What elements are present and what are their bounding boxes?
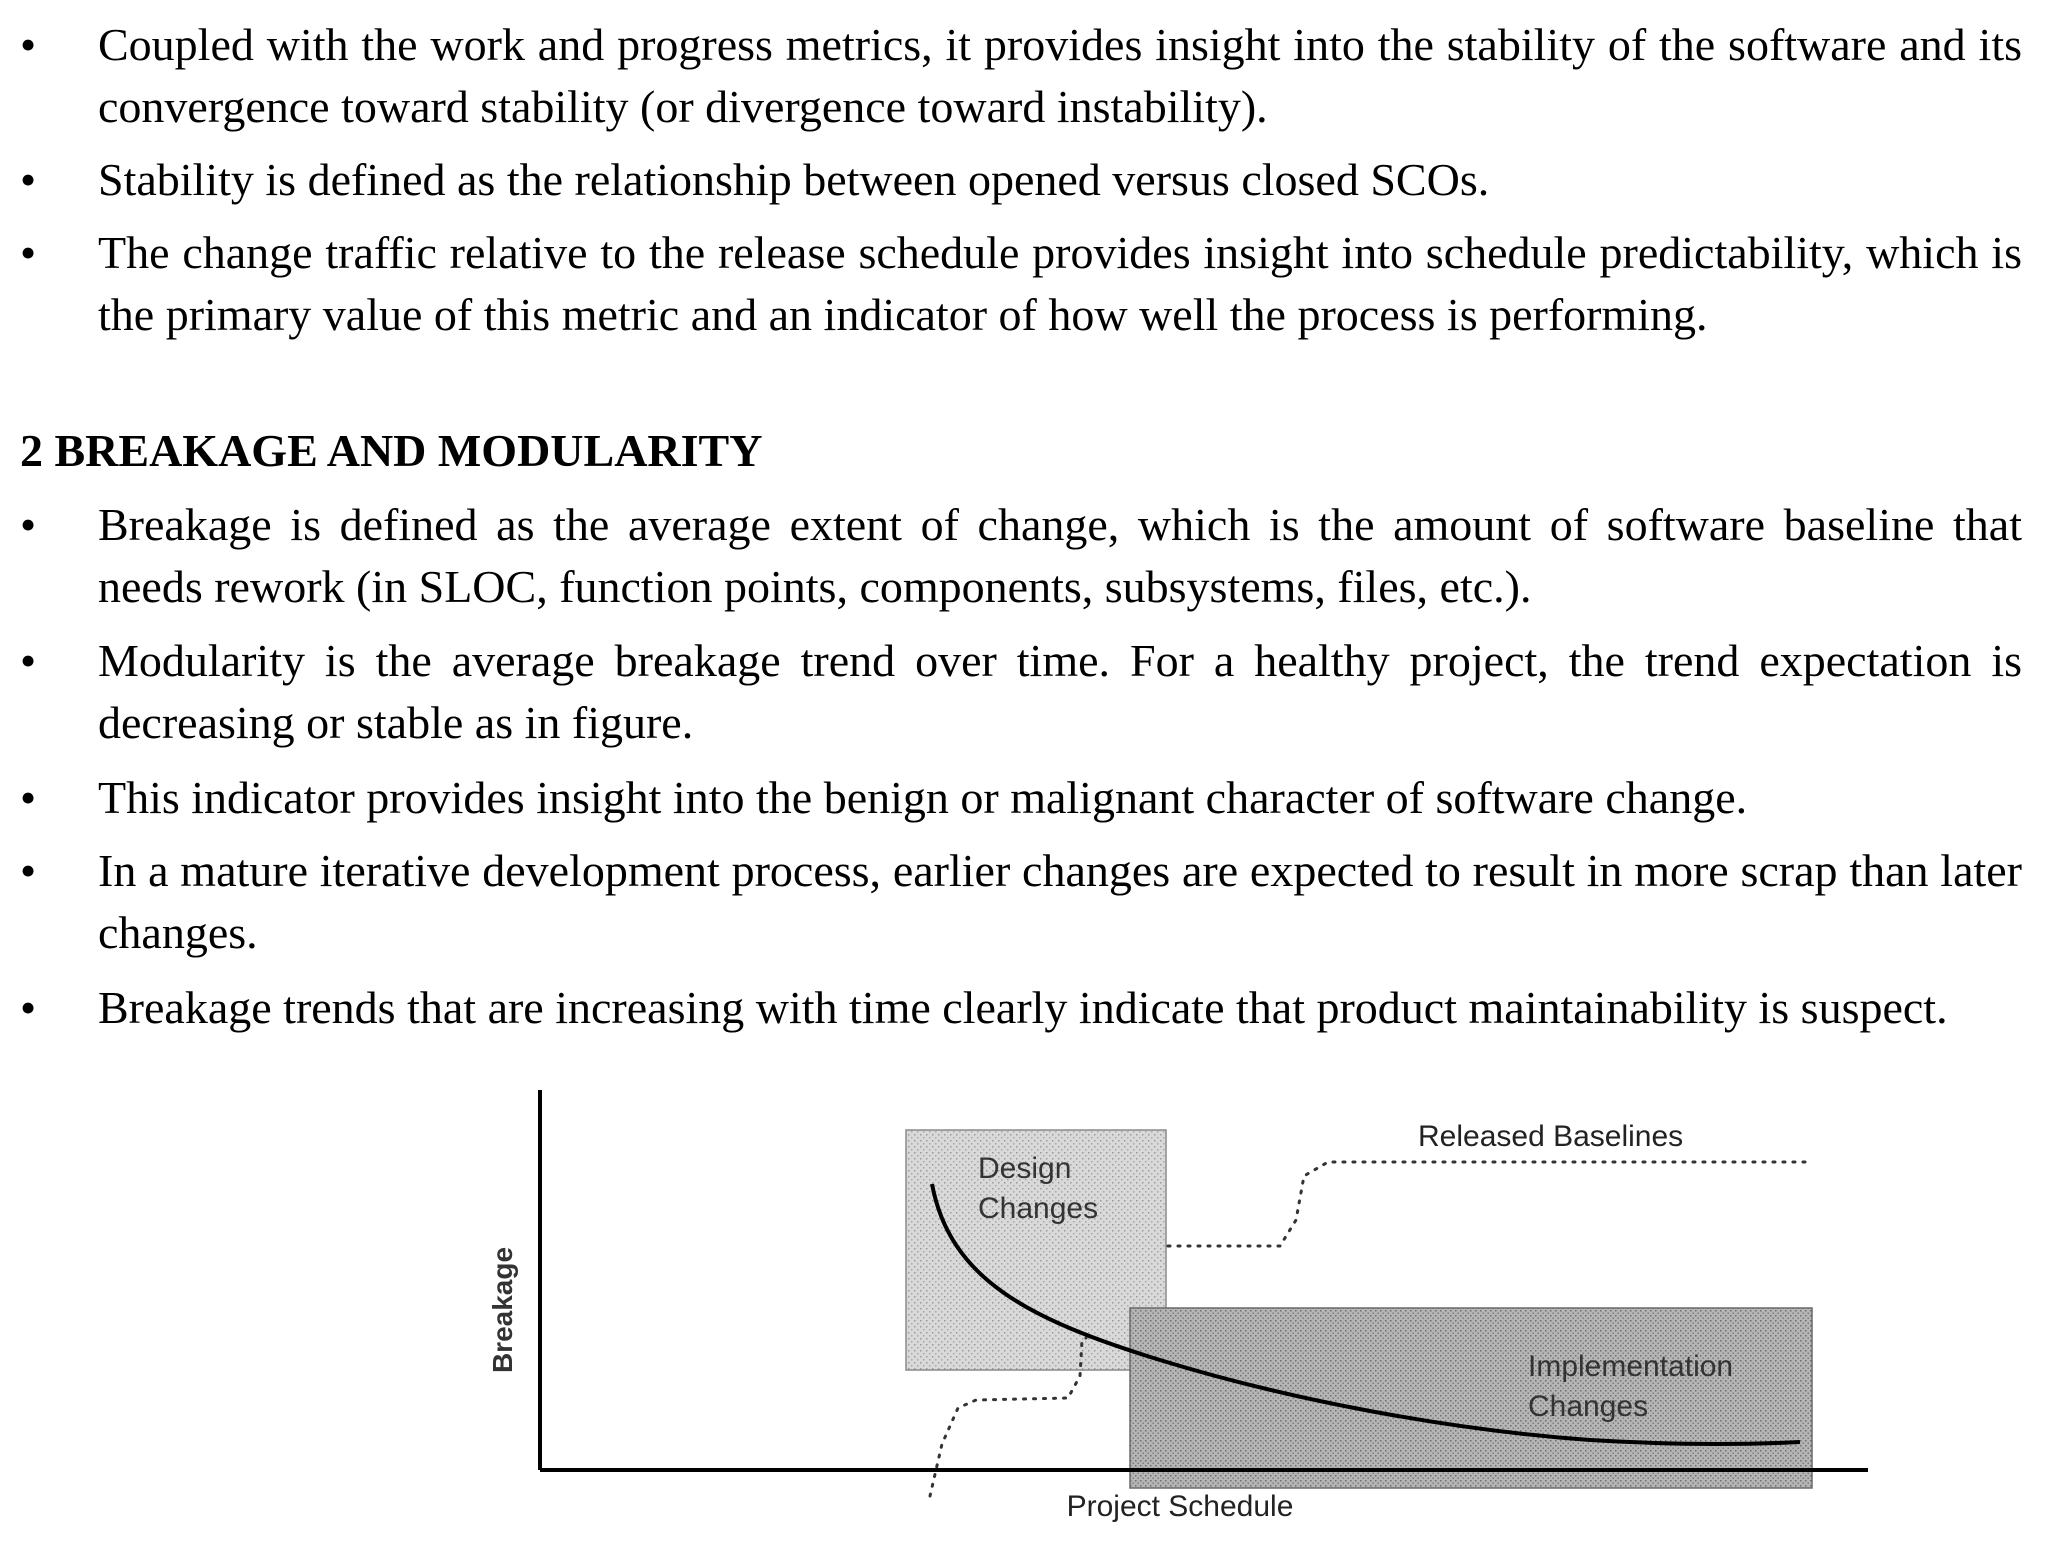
implementation-changes-label: Implementation [1528,1350,1734,1383]
bullet-text: Coupled with the work and progress metrics, it provides insight into the stability of the software and its convergence toward stability (or divergence toward instability). [98,19,2022,132]
bullet-item [0,222,2030,408]
bullet-text: This indicator provides insight into the benign or malignant character of software change. [98,772,1748,823]
bullet-item [0,840,2030,964]
bullet-text: Stability is defined as the relationship between opened versus closed SCOs. [98,154,1490,205]
bullet-item [0,630,2030,754]
design-changes-label: Changes [978,1192,1099,1225]
implementation-changes-box [1130,1308,1812,1488]
bullet-item [0,767,2030,829]
bullet-icon: • [20,845,37,896]
bullet-item [0,494,2030,618]
bullet-text: The change traffic relative to the release schedule provides insight into schedule predictability, which is the primary value of this metric and an indicator of how well the process is performing. [98,227,2022,340]
section-heading: 2 BREAKAGE AND MODULARITY [20,425,763,476]
breakage-diagram [470,1080,1870,1536]
bullet-text: In a mature iterative development process, earlier changes are expected to result in more scrap than later changes. [98,845,2022,958]
design-changes-label: Design [978,1152,1072,1185]
y-axis-label: Breakage [487,1246,518,1374]
bullet-text: Breakage trends that are increasing with time clearly indicate that product maintainability is suspect. [98,982,1948,1033]
bullet-icon: • [20,982,37,1033]
x-axis-label: Project Schedule [1066,1490,1294,1523]
bullet-text: Breakage is defined as the average extent of change, which is the amount of software baseline that needs rework (in SLOC, function points, components, subsystems, files, etc.). [98,499,2022,612]
implementation-changes-label: Changes [1528,1390,1649,1423]
released-baselines-label: Released Baselines [1418,1120,1684,1153]
bullet-item [0,149,2030,211]
bullet-icon: • [20,499,37,550]
bullet-icon: • [20,227,37,278]
bullet-icon: • [20,635,37,686]
bullet-icon: • [20,154,37,205]
bullet-icon: • [20,19,37,70]
released-baselines-line [1168,1162,1810,1246]
bullet-text: Modularity is the average breakage trend over time. For a healthy project, the trend expectation is decreasing or stable as in figure. [98,635,2022,748]
bullet-item [0,14,2030,138]
bullet-icon: • [20,772,37,823]
breakage-figure [470,1080,1870,1536]
